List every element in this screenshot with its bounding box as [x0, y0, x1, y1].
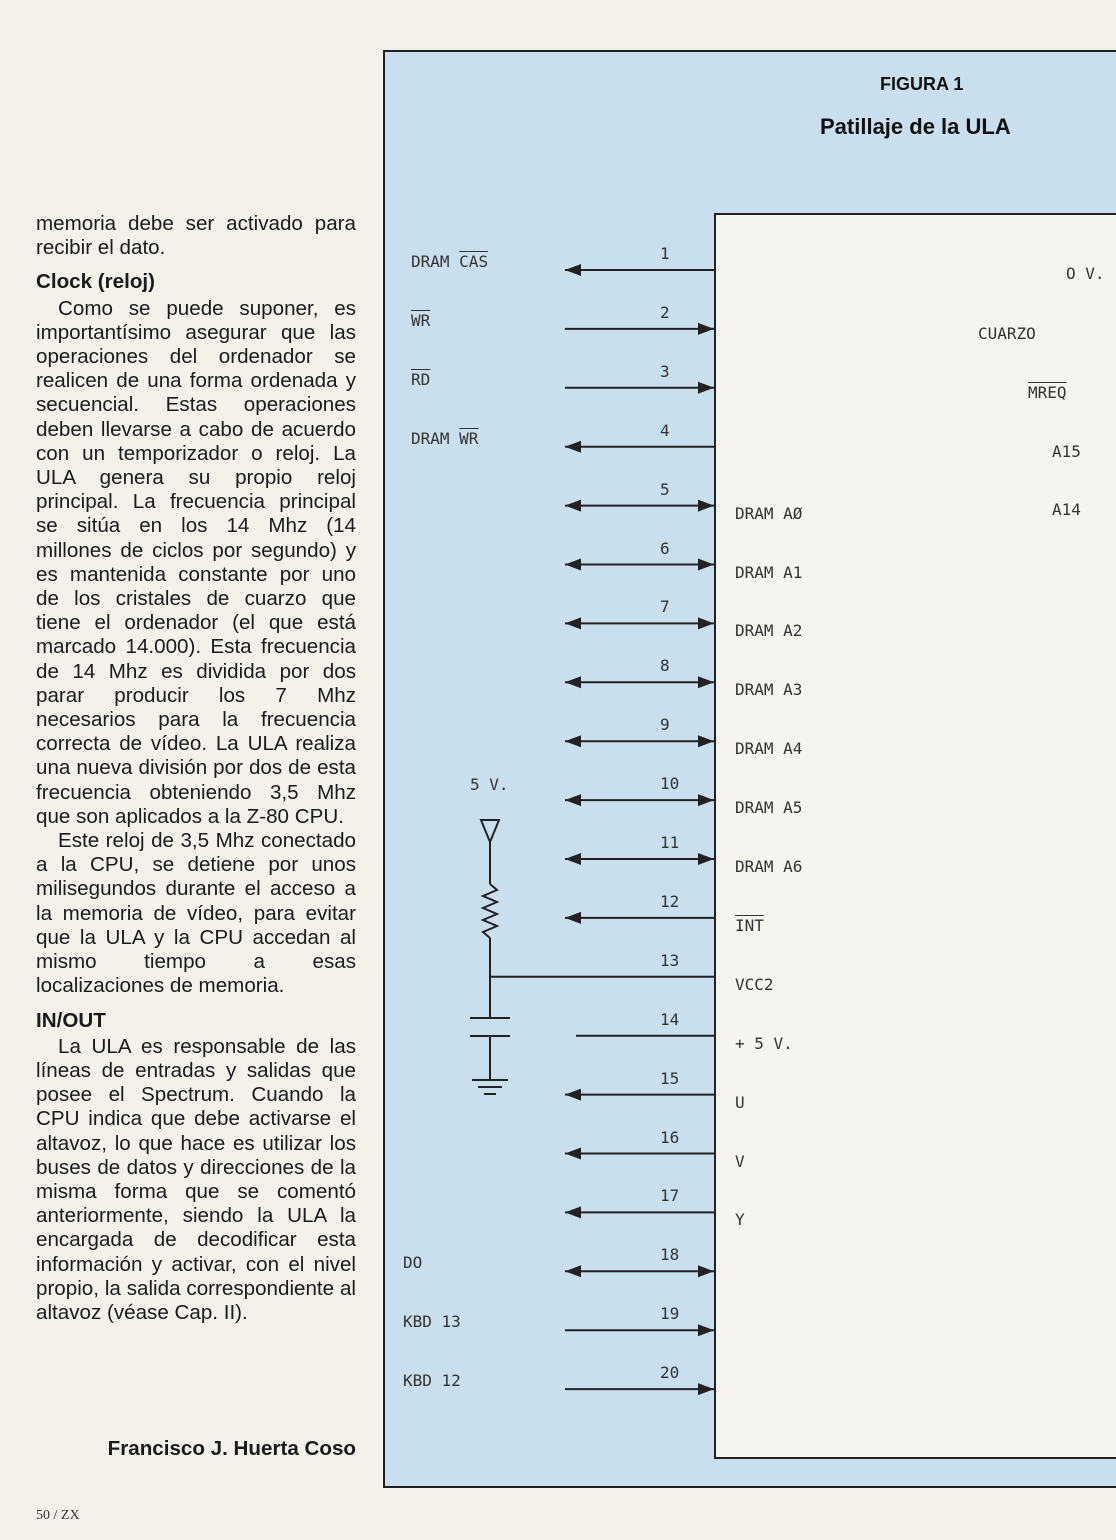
pin-11-internal-label: DRAM A6 [735, 857, 803, 876]
supply-circuit [470, 820, 510, 1094]
pin-9-internal-label: DRAM A4 [735, 739, 803, 759]
pin-18-arrow-right-icon [698, 1265, 714, 1277]
page-folio: 50 / ZX [36, 1508, 80, 1523]
pin-10-number: 10 [660, 774, 680, 794]
pin-17-arrow-left-icon [565, 1206, 581, 1218]
right-pin-label-5: A14 [1052, 500, 1081, 519]
right-pin-label-2: CUARZO [978, 324, 1036, 343]
pin-3-external-label: $\overline{RD}$ [411, 369, 431, 389]
pin-17-internal-label: Y [735, 1210, 745, 1230]
pin-7-number: 7 [660, 597, 670, 617]
pin-11-number: 11 [660, 833, 680, 852]
pin-10-arrow-left-icon [565, 794, 581, 806]
pin-8-internal-label: DRAM A3 [735, 680, 803, 700]
heading-inout: IN/OUT [36, 1008, 106, 1032]
pin-8-arrow-right-icon [698, 676, 714, 688]
right-pin-label-1: O V. [1066, 264, 1105, 283]
pin-20-number: 20 [660, 1363, 680, 1383]
pin-14-internal-label: + 5 V. [735, 1033, 793, 1053]
pin-6-internal-label: DRAM A1 [735, 562, 803, 582]
pin-2-external-label: $\overline{WR}$ [411, 310, 431, 330]
author-byline: Francisco J. Huerta Coso [107, 1437, 356, 1460]
figure-number: FIGURA 1 [880, 74, 964, 94]
pin-18-number: 18 [660, 1245, 680, 1265]
pin-4-external-label: DRAM $\overline{WR}$ [411, 428, 479, 448]
pin-9-arrow-left-icon [565, 735, 581, 747]
pin-19-arrow-right-icon [698, 1324, 714, 1336]
pin-16-internal-label: V [735, 1151, 745, 1171]
pin-4-arrow-left-icon [565, 441, 581, 453]
paragraph-clock-1: Como se puede suponer, es importantísimo asegurar que las operaciones del ordenador se realicen de una forma ordenada y secuencial. Estas operaciones deben llevarse a cabo de acuerdo con un temporizador o reloj. La ULA genera su propio reloj principal. La frecuencia principal se sitúa en los 14 Mhz (14 millones de ciclos por segundo) y es mantenida constante por uno de los cristales de cuarzo que tiene el ordenador (el que está marcado 14.000). Esta frecuencia de 14 Mhz es dividida por dos parar producir los 7 Mhz necesarios para la frecuencia correcta de vídeo. La ULA realiza una nueva división por dos de esta frecuencia obteniendo 3,5 Mhz que son aplicados a la Z-80 CPU. [36, 296, 356, 828]
pin-10-arrow-right-icon [698, 794, 714, 806]
pin-11-arrow-left-icon [565, 853, 581, 865]
paragraph-continuation: memoria debe ser activado para recibir el dato. [36, 212, 356, 260]
pin-12-arrow-left-icon [565, 912, 581, 924]
pin-10-internal-label: DRAM A5 [735, 798, 803, 818]
pin-1-external-label: DRAM $\overline{CAS}$ [411, 252, 489, 271]
heading-clock: Clock (reloj) [36, 270, 156, 294]
pin-7-internal-label: DRAM A2 [735, 621, 803, 641]
pin-6-number: 6 [660, 538, 670, 558]
pin-8-number: 8 [660, 656, 670, 676]
pin-19-external-label: KBD 13 [403, 1312, 461, 1332]
pin-11-arrow-right-icon [698, 853, 714, 865]
pin-8-arrow-left-icon [565, 676, 581, 688]
supply-arrow-icon [481, 820, 499, 842]
figure-title: Patillaje de la ULA [820, 114, 1011, 139]
pin-15-number: 15 [660, 1068, 680, 1088]
pin-16-number: 16 [660, 1127, 680, 1147]
resistor-icon [483, 884, 497, 938]
pin-5-arrow-right-icon [698, 500, 714, 512]
pin-3-arrow-right-icon [698, 382, 714, 394]
pin-17-number: 17 [660, 1186, 680, 1206]
pin-18-external-label: DO [403, 1253, 423, 1273]
pin-4-number: 4 [660, 420, 670, 440]
pin-2-arrow-right-icon [698, 323, 714, 335]
right-pin-label-3: MREQ [1028, 383, 1067, 402]
pin-lines [490, 264, 714, 1395]
pin-15-internal-label: U [735, 1092, 745, 1112]
pin-18-arrow-left-icon [565, 1265, 581, 1277]
pin-6-arrow-left-icon [565, 559, 581, 571]
pin-15-arrow-left-icon [565, 1089, 581, 1101]
pin-1-arrow-left-icon [565, 264, 581, 276]
pin-1-number: 1 [660, 244, 670, 263]
pin-13-internal-label: VCC2 [735, 974, 774, 994]
pin-9-number: 9 [660, 715, 670, 735]
pin-12-internal-label: $\overline{INT}$ [735, 915, 764, 935]
pin-19-number: 19 [660, 1304, 680, 1324]
pin-20-arrow-right-icon [698, 1383, 714, 1395]
pin-14-number: 14 [660, 1009, 680, 1029]
pin-20-external-label: KBD 12 [403, 1371, 461, 1391]
pin-7-arrow-left-icon [565, 617, 581, 629]
pin-5-number: 5 [660, 479, 670, 499]
pin-12-number: 12 [660, 891, 680, 911]
pin-7-arrow-right-icon [698, 617, 714, 629]
pin-3-number: 3 [660, 361, 670, 381]
pin-6-arrow-right-icon [698, 559, 714, 571]
pin-16-arrow-left-icon [565, 1148, 581, 1160]
pin-5-internal-label: DRAM AØ [735, 503, 803, 523]
paragraph-inout: La ULA es responsable de las líneas de entradas y salidas que posee el Spectrum. Cuando la CPU indica que debe activarse el altavoz, lo que hace es utilizar los buses de datos y direcciones de la misma forma que se comentó anteriormente, siendo la ULA la encargada de decodificar esta información y activar, con el nivel propio, la salida correspondiente al altavoz (véase Cap. II). [36, 1034, 356, 1324]
right-pin-label-4: A15 [1052, 442, 1081, 461]
pin-5-arrow-left-icon [565, 500, 581, 512]
paragraph-clock-2: Este reloj de 3,5 Mhz conectado a la CPU, se detiene por unos milisegundos durante el acceso a la memoria de vídeo, para evitar que la ULA y la CPU accedan al mismo tiempo a esas localizaciones de memoria. [36, 829, 356, 998]
pin-13-number: 13 [660, 950, 680, 970]
supply-label: 5 V. [470, 775, 509, 794]
pin-9-arrow-right-icon [698, 735, 714, 747]
pin-2-number: 2 [660, 302, 670, 322]
